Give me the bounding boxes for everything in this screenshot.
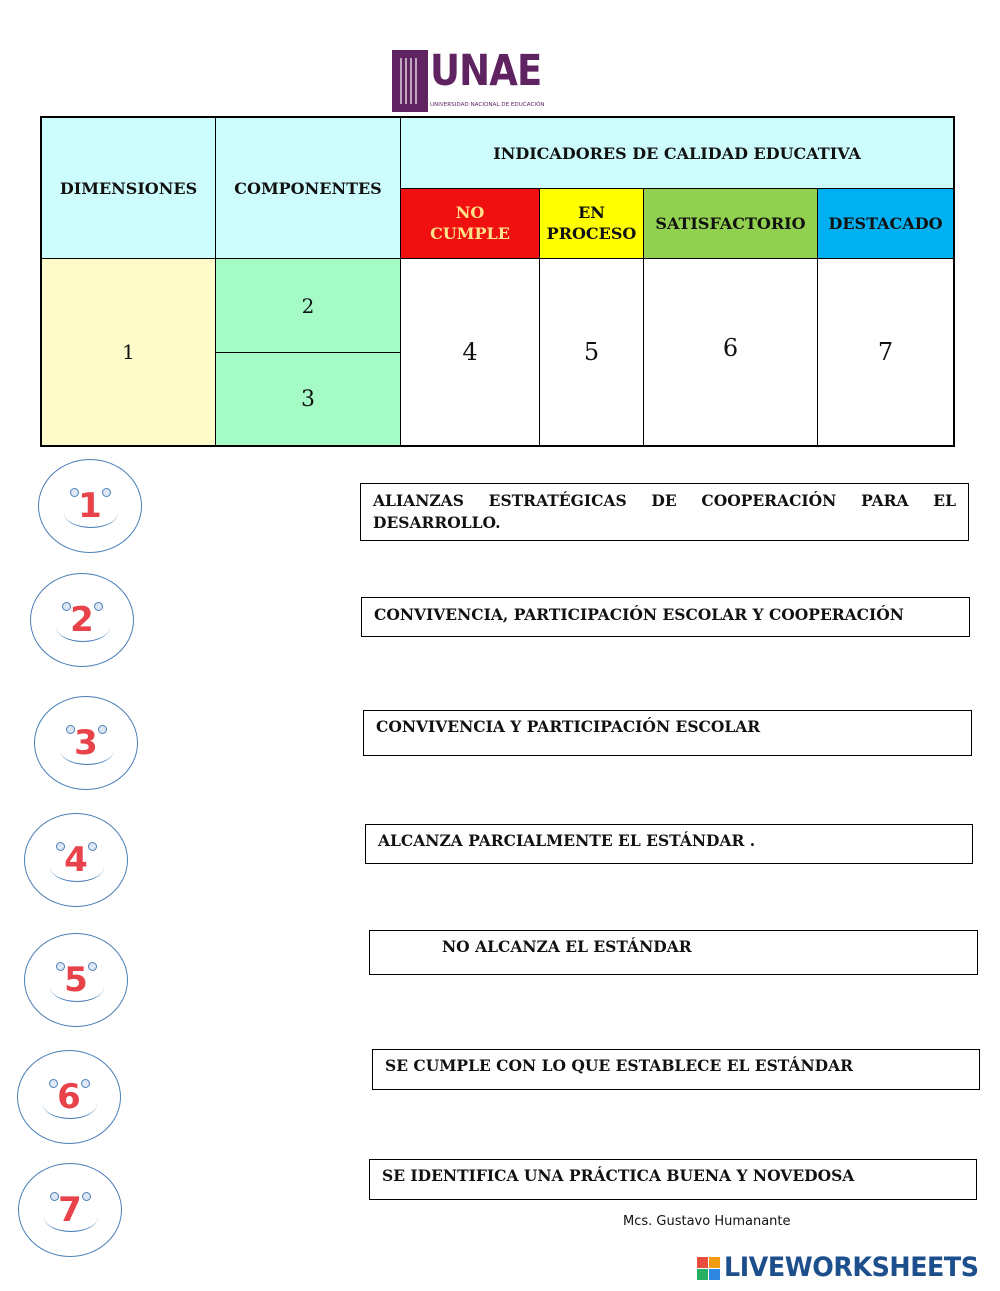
level-en-proceso <box>540 189 643 258</box>
smiley-number: 6 <box>57 1077 81 1117</box>
smiley-number: 7 <box>58 1190 82 1230</box>
quality-indicators-table <box>40 116 955 447</box>
statement-box-1: ALIANZAS ESTRATÉGICAS DE COOPERACIÓN PARA EL DESARROLLO. <box>360 483 969 541</box>
level-destacado <box>818 189 953 258</box>
table-divider <box>400 118 401 445</box>
liveworksheets-badge-icon <box>697 1257 721 1281</box>
table-divider <box>42 258 953 259</box>
table-divider <box>215 118 216 445</box>
statement-box-3: CONVIVENCIA Y PARTICIPACIÓN ESCOLAR <box>363 710 972 756</box>
smiley-badge-2[interactable] <box>30 573 134 667</box>
smiley-badge-4[interactable] <box>24 813 128 907</box>
table-divider <box>539 189 540 445</box>
unae-logo <box>392 46 545 112</box>
author-credit: Mcs. Gustavo Humanante <box>623 1214 791 1229</box>
statement-box-7: SE IDENTIFICA UNA PRÁCTICA BUENA Y NOVEDOSA <box>369 1159 977 1200</box>
logo-text: UNAE <box>430 46 542 96</box>
table-divider <box>401 188 953 189</box>
liveworksheets-text: LIVEWORKSHEETS <box>724 1252 979 1283</box>
level-value-7: 7 <box>877 338 894 366</box>
smiley-number: 3 <box>74 723 98 763</box>
table-divider <box>817 189 818 445</box>
header-dimensiones: DIMENSIONES <box>42 118 215 258</box>
smiley-number: 2 <box>70 600 94 640</box>
smiley-badge-1[interactable] <box>38 459 142 553</box>
smiley-badge-7[interactable] <box>18 1163 122 1257</box>
level-value-5: 5 <box>583 338 600 366</box>
smiley-badge-6[interactable] <box>17 1050 121 1144</box>
level-no-cumple-label: NO CUMPLE <box>430 202 510 243</box>
smiley-badge-3[interactable] <box>34 696 138 790</box>
unae-logo-mark-icon <box>392 50 428 112</box>
table-divider <box>643 189 644 445</box>
component-value-3: 3 <box>216 353 400 445</box>
statement-box-4: ALCANZA PARCIALMENTE EL ESTÁNDAR . <box>365 824 973 864</box>
level-value-6: 6 <box>722 334 739 362</box>
statement-box-5: NO ALCANZA EL ESTÁNDAR <box>369 930 978 975</box>
level-satisfactorio <box>644 189 817 258</box>
smiley-number: 1 <box>78 486 102 526</box>
smiley-badge-5[interactable] <box>24 933 128 1027</box>
dimension-value: 1 <box>42 259 215 445</box>
component-value-2: 2 <box>216 259 400 352</box>
smiley-number: 4 <box>64 840 88 880</box>
table-divider <box>216 352 400 353</box>
logo-subtitle: UNIVERSIDAD NACIONAL DE EDUCACIÓN <box>430 102 545 108</box>
smiley-number: 5 <box>64 960 88 1000</box>
statement-box-2: CONVIVENCIA, PARTICIPACIÓN ESCOLAR Y COOPERACIÓN <box>361 597 970 637</box>
level-no-cumple <box>401 189 539 258</box>
header-componentes: COMPONENTES <box>216 118 400 258</box>
level-satisfactorio-label: SATISFACTORIO <box>655 214 806 233</box>
level-value-4: 4 <box>462 338 478 366</box>
statement-box-6: SE CUMPLE CON LO QUE ESTABLECE EL ESTÁNDAR <box>372 1049 980 1090</box>
level-en-proceso-label: EN PROCESO <box>546 202 637 243</box>
header-indicadores: INDICADORES DE CALIDAD EDUCATIVA <box>401 118 953 188</box>
level-destacado-label: DESTACADO <box>828 214 943 233</box>
